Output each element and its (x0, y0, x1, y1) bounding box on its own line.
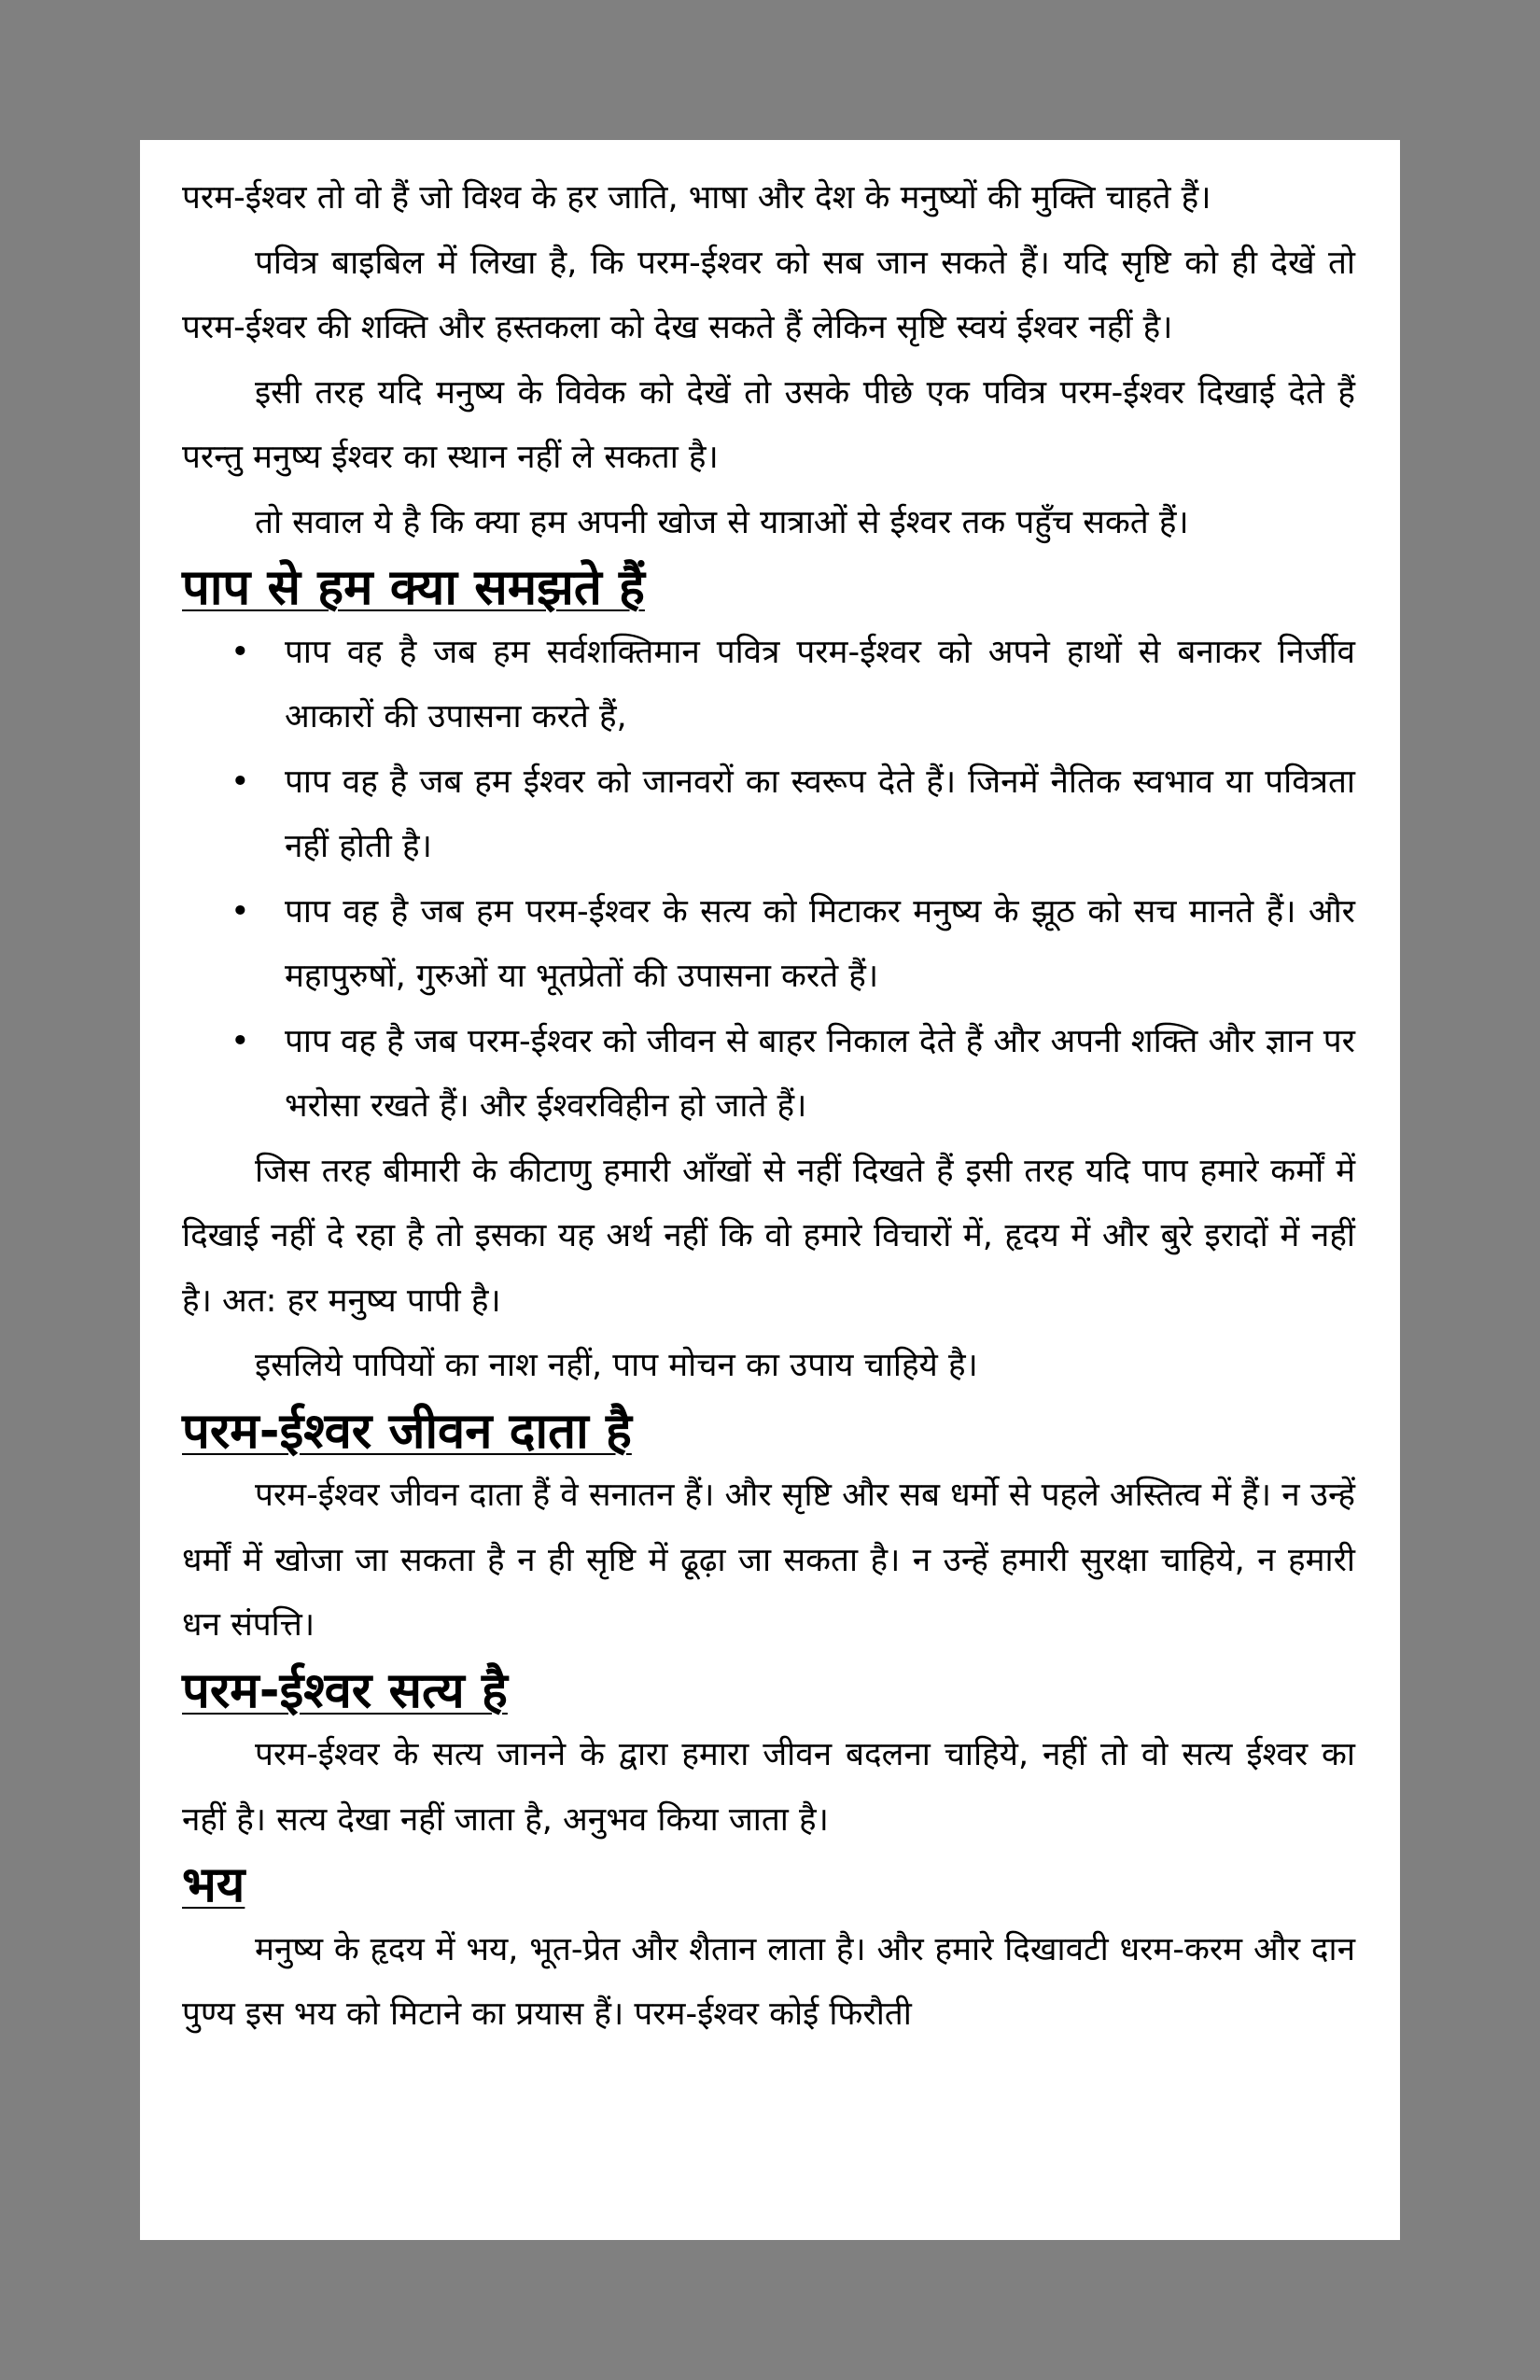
bullet-icon: • (231, 633, 250, 671)
section-heading-life: परम-ईश्वर जीवन दाता है (182, 1402, 632, 1460)
list-item-text: पाप वह है जब हम ईश्वर को जानवरों का स्वरूप देते हैं। जिनमें नैतिक स्वभाव या पवित्रता नहीं होती है। (285, 763, 1355, 865)
paragraph: जिस तरह बीमारी के कीटाणु हमारी आँखों से नहीं दिखते हैं इसी तरह यदि पाप हमारे कर्मों में दिखाई नहीं दे रहा है तो इसका यह अर्थ नहीं कि वो हमारे विचारों में, हृदय में और बुरे इरादों में नहीं है। अत: हर मनुष्य पापी है। (182, 1152, 1355, 1320)
section-heading-sin: पाप से हम क्या समझते हैं (182, 559, 645, 616)
list-item-text: पाप वह है जब हम परम-ईश्वर के सत्य को मिटाकर मनुष्य के झूठ को सच मानते हैं। और महापुरुषों, गुरुओं या भूतप्रेतों की उपासना करते हैं। (285, 892, 1355, 995)
paragraph: पवित्र बाइबिल में लिखा है, कि परम-ईश्वर को सब जान सकते हैं। यदि सृष्टि को ही देखें तो परम-ईश्वर की शक्ति और हस्तकला को देख सकते हैं लेकिन सृष्टि स्वयं ईश्वर नहीं है। (182, 244, 1355, 346)
bullet-icon: • (231, 1022, 250, 1060)
paragraph: परम-ईश्वर जीवन दाता हैं वे सनातन हैं। और सृष्टि और सब धर्मो से पहले अस्तित्व में हैं। न उन्हें धर्मों में खोजा जा सकता है न ही सृष्टि में ढूढ़ा जा सकता है। न उन्हें हमारी सुरक्षा चाहिये, न हमारी धन संपत्ति। (182, 1477, 1355, 1644)
bullet-icon: • (231, 763, 250, 801)
section-heading-fear: भय (182, 1856, 245, 1913)
list-item (182, 750, 1355, 880)
section-heading-truth: परम-ईश्वर सत्य है (182, 1661, 508, 1719)
sin-bullet-list (182, 621, 1355, 1140)
list-item-text: पाप वह है जब हम सर्वशक्तिमान पवित्र परम-ईश्वर को अपने हाथों से बनाकर निर्जीव आकारों की उपासना करते हैं, (285, 633, 1355, 735)
paragraph: परम-ईश्वर के सत्य जानने के द्वारा हमारा जीवन बदलना चाहिये, नहीं तो वो सत्य ईश्वर का नहीं है। सत्य देखा नहीं जाता है, अनुभव किया जाता है। (182, 1736, 1355, 1839)
paragraph: इसलिये पापियों का नाश नहीं, पाप मोचन का उपाय चाहिये है। (255, 1347, 978, 1384)
list-item (182, 880, 1355, 1010)
paragraph: मनुष्य के हृदय में भय, भूत-प्रेत और शैतान लाता है। और हमारे दिखावटी धरम-करम और दान पुण्य इस भय को मिटाने का प्रयास हैं। परम-ईश्वर कोई फिरौती (182, 1930, 1355, 2033)
paragraph: परम-ईश्वर तो वो हैं जो विश्व के हर जाति, भाषा और देश के मनुष्यों की मुक्ति चाहते हैं। (182, 179, 1211, 217)
paragraph: तो सवाल ये है कि क्या हम अपनी खोज से यात्राओं से ईश्वर तक पहुँच सकते हैं। (255, 503, 1189, 541)
list-item-text: पाप वह है जब परम-ईश्वर को जीवन से बाहर निकाल देते हैं और अपनी शक्ति और ज्ञान पर भरोसा रखते हैं। और ईश्वरविहीन हो जाते हैं। (285, 1022, 1355, 1125)
document-page (140, 140, 1400, 2240)
paragraph: इसी तरह यदि मनुष्य के विवेक को देखें तो उसके पीछे एक पवित्र परम-ईश्वर दिखाई देते हैं परन्तु मनुष्य ईश्वर का स्थान नहीं ले सकता है। (182, 373, 1355, 476)
page-content (182, 166, 1355, 2048)
bullet-icon: • (231, 892, 250, 931)
list-item (182, 1010, 1355, 1140)
list-item (182, 621, 1355, 750)
